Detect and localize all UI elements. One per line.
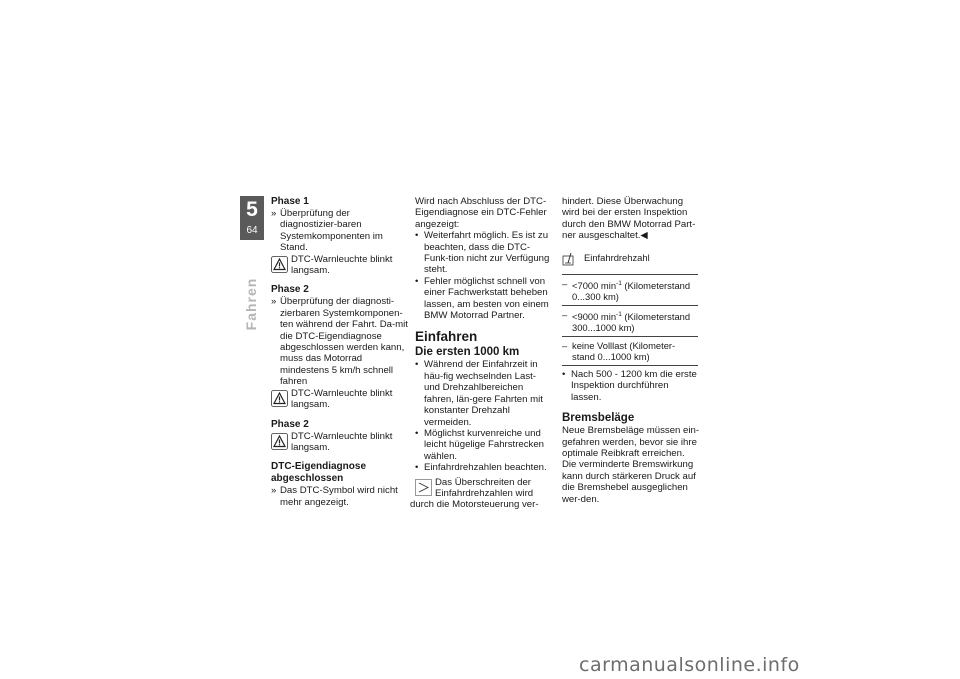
table-row: – <9000 $\min^{-1}$ (Kilometerstand 300...1000 km) [562, 305, 698, 336]
diagnosis-done-item: » Das DTC-Symbol wird nicht mehr angezeigt. [271, 485, 398, 508]
watermark: carmanualsonline.info [579, 654, 800, 676]
warning-triangle-icon [271, 256, 288, 273]
subheading-first-1000km: Die ersten 1000 km [415, 346, 520, 359]
phase2b-note: DTC-Warnleuchte blinkt langsam. [271, 431, 409, 454]
engine-control-note-end: durch die Motorsteuerung ver- [410, 499, 539, 511]
phase1-heading: Phase 1 [271, 196, 309, 207]
phase2-heading: Phase 2 [271, 284, 309, 296]
bullet-first-inspection: • Nach 500 - 1200 km die erste Inspektion durchführen lassen. [562, 368, 697, 403]
chapter-number: 5 [246, 198, 258, 221]
chapter-title-vertical: Fahren [243, 277, 259, 331]
heading-brake-pads: Bremsbeläge [562, 412, 635, 425]
brake-pads-text: Neue Bremsbeläge müssen ein-gefahren werden, bevor sie ihre optimale Reibkraft erreichen. Die verminderte Bremswirkung kann durch stärkeren Druck auf die Bremshebel ausgeglichen wer-den. [562, 425, 700, 505]
page-number: 64 [246, 225, 258, 236]
column-2 [410, 196, 553, 511]
column-1 [271, 196, 409, 508]
table-row: – keine Volllast (Kilometer-stand 0...1000 km) [562, 336, 698, 365]
bullet-fix-error: • Fehler möglichst schnell von einer Fachwerkstatt beheben lassen, am besten von einem BMW Motorrad Partner. [415, 275, 549, 322]
bullet-break-in-speeds: • Einfahrdrehzahlen beachten. [415, 462, 547, 474]
section-end-mark: ◀ [640, 230, 648, 242]
table-row: – <7000 $\min^{-1}$ (Kilometerstand 0...300 km) [562, 274, 698, 305]
phase2-item: » Überprüfung der diagnosti-zierbaren Systemkomponen-ten während der Fahrt. Da-mit die DTC-Eigendiagnose abgeschlossen werden kann, muss das Motorrad mindestens 5 km/h schnell fahren [271, 296, 408, 388]
section-heading-einfahren: Einfahren [415, 329, 478, 345]
bullet-varying-load: • Während der Einfahrzeit in häu-fig wechselnden Last- und Drehzahlbereichen fahren, län-gere Fahrten mit konstanter Drehzahl vermeiden. [415, 359, 543, 428]
warning-triangle-icon [271, 433, 288, 450]
phase2b-heading: Phase 2 [271, 418, 309, 430]
warning-triangle-icon [271, 390, 288, 407]
phase1-note: DTC-Warnleuchte blinkt langsam. [271, 254, 409, 277]
engine-control-note: Das Überschreiten der Einfahrdrehzahlen wird [415, 477, 553, 500]
dtc-error-intro: Wird nach Abschluss der DTC-Eigendiagnose ein DTC-Fehler angezeigt: [415, 196, 547, 230]
table-header: Einfahrdrehzahl [562, 248, 698, 275]
diagnosis-done-heading: DTC-Eigendiagnose abgeschlossen [271, 461, 367, 485]
phase2-note: DTC-Warnleuchte blinkt langsam. [271, 388, 409, 411]
caution-triangle-icon [415, 479, 432, 496]
tachometer-icon [562, 252, 574, 266]
column-3 [562, 196, 700, 505]
break-in-speed-table [562, 248, 698, 366]
bullet-curvy-roads: • Möglichst kurvenreiche und leicht hügelige Fahrstrecken wählen. [415, 427, 544, 462]
bullet-continue-riding: • Weiterfahrt möglich. Es ist zu beachten, dass die DTC-Funk-tion nicht zur Verfügung steht. [415, 230, 550, 276]
phase1-item: » Überprüfung der diagnostizier-baren Systemkomponenten im Stand. [271, 208, 383, 254]
continuation-text: hindert. Diese Überwachung wird bei der ersten Inspektion durch den BMW Motorrad Part-ner ausgeschaltet.◀ [562, 196, 696, 242]
